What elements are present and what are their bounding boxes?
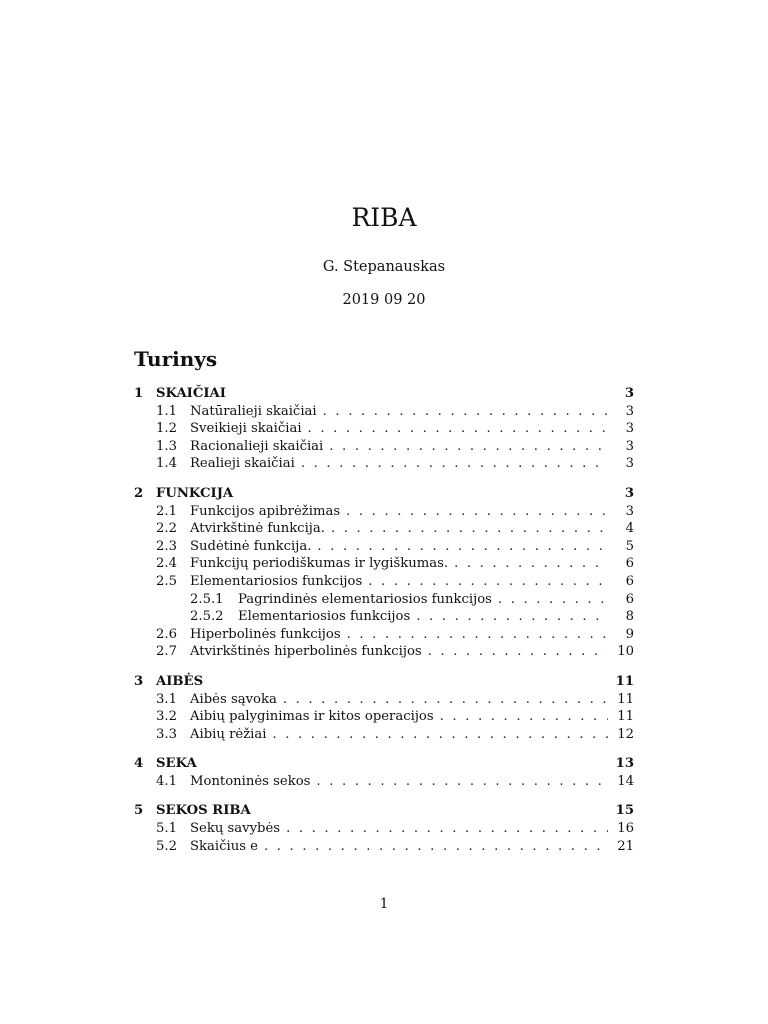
toc-entry-title: Sudėtinė funkcija. (190, 538, 312, 554)
toc-section-row[interactable] (134, 386, 634, 404)
toc-section-title: AIBĖS (156, 673, 204, 689)
toc-entry-row[interactable] (134, 539, 634, 557)
toc-section (134, 756, 634, 791)
toc-entry-row[interactable] (134, 421, 634, 439)
toc-entry-title: Sekų savybės (190, 821, 281, 837)
toc-entry-title: Montoninės sekos (190, 773, 311, 789)
document-date: 2019 09 20 (342, 292, 426, 308)
toc-dot-leader (498, 592, 608, 607)
toc-section-page: 13 (615, 756, 634, 772)
toc-entry-title: Sveikieji skaičiai (190, 421, 302, 437)
toc-entry-number: 3.2 (156, 709, 177, 725)
toc-dot-leader (286, 821, 608, 836)
toc-section-page: 11 (615, 673, 634, 689)
document-author: G. Stepanauskas (322, 259, 446, 275)
toc-dot-leader (316, 774, 608, 789)
table-of-contents (134, 386, 634, 868)
toc-entry-row[interactable] (134, 504, 634, 522)
toc-entry-number: 2.5 (156, 573, 177, 589)
toc-entry-page: 6 (625, 591, 634, 607)
toc-entry-row[interactable] (134, 439, 634, 457)
toc-entry-number: 2.6 (156, 626, 177, 642)
toc-dot-leader (428, 644, 608, 659)
toc-entry-number: 5.2 (156, 838, 177, 854)
toc-dot-leader (416, 609, 608, 624)
toc-entry-row[interactable] (134, 839, 634, 857)
toc-entry-row[interactable] (134, 692, 634, 710)
toc-section (134, 803, 634, 856)
toc-entry-title: Atvirkštinės hiperbolinės funkcijos (190, 644, 422, 660)
toc-section-number: 4 (134, 756, 144, 772)
toc-entry-number: 1.4 (156, 456, 177, 472)
toc-entry-number: 4.1 (156, 773, 177, 789)
toc-entry-title: Atvirkštinė funkcija. (190, 521, 325, 537)
toc-section-row[interactable] (134, 803, 634, 821)
toc-entry-row[interactable] (134, 644, 634, 662)
toc-entry-title: Realieji skaičiai (190, 456, 295, 472)
toc-heading: Turinys (134, 347, 218, 371)
toc-dot-leader (308, 421, 608, 436)
toc-entry-title: Hiperbolinės funkcijos (190, 626, 341, 642)
toc-section-row[interactable] (134, 674, 634, 692)
toc-dot-leader (368, 574, 608, 589)
toc-entry-number: 2.3 (156, 538, 177, 554)
toc-entry-page: 10 (617, 644, 634, 660)
toc-entry-title: Racionalieji skaičiai (190, 438, 324, 454)
toc-entry-title: Natūralieji skaičiai (190, 403, 317, 419)
toc-section-page: 3 (624, 485, 634, 501)
toc-entry-page: 16 (617, 821, 634, 837)
toc-entry-number: 2.4 (156, 556, 177, 572)
toc-section-page: 3 (624, 386, 634, 401)
toc-section (134, 486, 634, 662)
toc-dot-leader (317, 539, 608, 554)
toc-entry-page: 3 (625, 456, 634, 472)
toc-entry-number: 3.3 (156, 726, 177, 742)
toc-section-title: SEKOS RIBA (156, 803, 251, 819)
toc-entry-page: 3 (625, 438, 634, 454)
toc-section (134, 674, 634, 744)
toc-entry-title: Skaičius e (190, 838, 258, 854)
toc-entry-page: 4 (625, 521, 634, 537)
toc-dot-leader (264, 839, 608, 854)
toc-entry-page: 5 (625, 538, 634, 554)
toc-entry-title: Funkcijų periodiškumas ir lygiškumas. (190, 556, 449, 572)
toc-entry-title: Aibės sąvoka (190, 691, 277, 707)
toc-dot-leader (301, 456, 608, 471)
toc-entry-page: 3 (625, 503, 634, 519)
toc-entry-title: Funkcijos apibrėžimas (190, 503, 341, 519)
toc-entry-title: Elementariosios funkcijos (238, 609, 411, 625)
toc-entry-number: 2.5.2 (190, 609, 224, 625)
toc-entry-page: 6 (625, 573, 634, 589)
toc-entry-page: 3 (625, 403, 634, 419)
toc-entry-title: Aibių rėžiai (190, 726, 267, 742)
toc-section (134, 386, 634, 474)
toc-entry-row[interactable] (134, 556, 634, 574)
toc-section-title: FUNKCIJA (156, 485, 234, 501)
toc-section-page: 15 (615, 803, 634, 819)
toc-dot-leader (323, 404, 608, 419)
toc-entry-title: Aibių palyginimas ir kitos operacijos (190, 709, 434, 725)
toc-entry-row[interactable] (134, 709, 634, 727)
toc-section-row[interactable] (134, 486, 634, 504)
toc-entry-row[interactable] (134, 774, 634, 792)
toc-section-number: 5 (134, 803, 144, 819)
toc-entry-title: Elementariosios funkcijos (190, 573, 363, 589)
toc-entry-number: 2.2 (156, 521, 177, 537)
toc-entry-page: 9 (625, 626, 634, 642)
toc-section-number: 3 (134, 673, 144, 689)
toc-entry-row[interactable] (134, 592, 634, 610)
toc-entry-row[interactable] (134, 521, 634, 539)
toc-section-title: SKAIČIAI (156, 386, 226, 401)
toc-entry-row[interactable] (134, 727, 634, 745)
toc-entry-page: 21 (617, 838, 634, 854)
toc-dot-leader (283, 692, 608, 707)
toc-dot-leader (454, 556, 608, 571)
toc-entry-page: 11 (617, 691, 634, 707)
toc-entry-row[interactable] (134, 404, 634, 422)
toc-dot-leader (272, 727, 608, 742)
toc-entry-row[interactable] (134, 627, 634, 645)
toc-entry-number: 2.5.1 (190, 591, 224, 607)
toc-section-row[interactable] (134, 756, 634, 774)
toc-dot-leader (331, 521, 608, 536)
toc-dot-leader (347, 627, 608, 642)
toc-dot-leader (346, 504, 608, 519)
toc-entry-row[interactable] (134, 574, 634, 592)
toc-entry-number: 5.1 (156, 821, 177, 837)
toc-entry-page: 6 (625, 556, 634, 572)
toc-section-title: SEKA (156, 756, 197, 772)
toc-entry-number: 1.1 (156, 403, 177, 419)
toc-entry-page: 8 (625, 609, 634, 625)
toc-entry-row[interactable] (134, 821, 634, 839)
toc-entry-row[interactable] (134, 609, 634, 627)
toc-entry-page: 11 (617, 709, 634, 725)
toc-entry-page: 3 (625, 421, 634, 437)
page-number: 1 (379, 896, 389, 912)
toc-entry-title: Pagrindinės elementariosios funkcijos (238, 591, 492, 607)
document-title: RIBA (351, 203, 417, 232)
toc-entry-row[interactable] (134, 456, 634, 474)
toc-entry-number: 2.7 (156, 644, 177, 660)
toc-entry-number: 1.2 (156, 421, 177, 437)
toc-section-number: 2 (134, 485, 144, 501)
toc-dot-leader (329, 439, 608, 454)
toc-entry-number: 2.1 (156, 503, 177, 519)
toc-entry-number: 3.1 (156, 691, 177, 707)
toc-entry-page: 12 (617, 726, 634, 742)
toc-entry-page: 14 (617, 773, 634, 789)
toc-section-number: 1 (134, 386, 144, 401)
toc-dot-leader (440, 709, 608, 724)
toc-entry-number: 1.3 (156, 438, 177, 454)
